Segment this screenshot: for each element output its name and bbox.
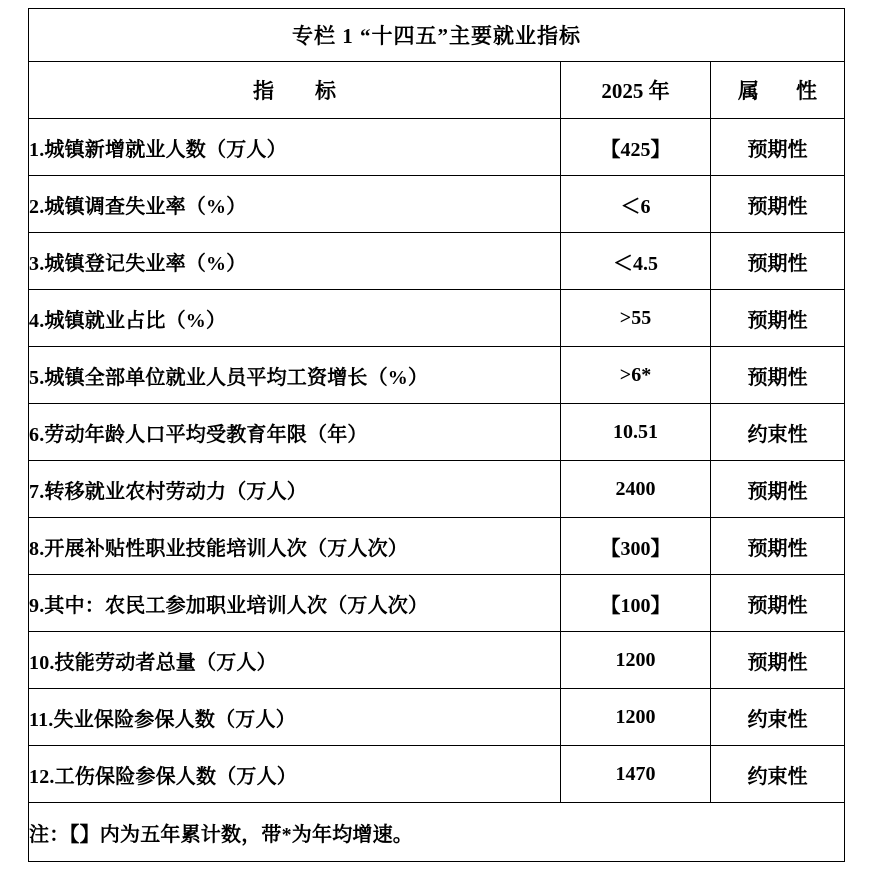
table-row bbox=[29, 632, 845, 689]
indicator-name: 9.其中：农民工参加职业培训人次（万人次） bbox=[29, 575, 561, 632]
indicator-name: 1.城镇新增就业人数（万人） bbox=[29, 119, 561, 176]
indicator-attribute: 预期性 bbox=[711, 461, 845, 518]
indicator-value: 1470 bbox=[561, 746, 711, 803]
indicator-value: ＜6 bbox=[561, 176, 711, 233]
indicator-name: 4.城镇就业占比（%） bbox=[29, 290, 561, 347]
indicator-attribute: 预期性 bbox=[711, 119, 845, 176]
indicator-value: 2400 bbox=[561, 461, 711, 518]
table-row bbox=[29, 746, 845, 803]
table-note: 注：【】内为五年累计数，带*为年均增速。 bbox=[29, 803, 845, 862]
indicator-attribute: 约束性 bbox=[711, 689, 845, 746]
indicator-value: 【300】 bbox=[561, 518, 711, 575]
column-header-indicator: 指 标 bbox=[29, 62, 561, 119]
table-title: 专栏 1 “十四五”主要就业指标 bbox=[29, 9, 845, 62]
indicator-value: 【100】 bbox=[561, 575, 711, 632]
indicator-value: 【425】 bbox=[561, 119, 711, 176]
table-row bbox=[29, 233, 845, 290]
indicator-value: >55 bbox=[561, 290, 711, 347]
table-row bbox=[29, 347, 845, 404]
table-row bbox=[29, 176, 845, 233]
indicator-value: 1200 bbox=[561, 689, 711, 746]
indicator-name: 3.城镇登记失业率（%） bbox=[29, 233, 561, 290]
indicator-name: 8.开展补贴性职业技能培训人次（万人次） bbox=[29, 518, 561, 575]
table-row bbox=[29, 290, 845, 347]
indicator-name: 12.工伤保险参保人数（万人） bbox=[29, 746, 561, 803]
table-note-row bbox=[29, 803, 845, 862]
column-header-attribute: 属 性 bbox=[711, 62, 845, 119]
table-row bbox=[29, 689, 845, 746]
indicator-attribute: 预期性 bbox=[711, 575, 845, 632]
indicator-attribute: 预期性 bbox=[711, 518, 845, 575]
indicator-name: 2.城镇调查失业率（%） bbox=[29, 176, 561, 233]
table-row bbox=[29, 518, 845, 575]
indicator-attribute: 预期性 bbox=[711, 176, 845, 233]
indicator-attribute: 约束性 bbox=[711, 746, 845, 803]
indicator-value: ＜4.5 bbox=[561, 233, 711, 290]
indicator-name: 10.技能劳动者总量（万人） bbox=[29, 632, 561, 689]
table-title-row bbox=[29, 9, 845, 62]
indicator-name: 11.失业保险参保人数（万人） bbox=[29, 689, 561, 746]
table-body bbox=[29, 9, 845, 862]
table-header-row bbox=[29, 62, 845, 119]
indicator-attribute: 约束性 bbox=[711, 404, 845, 461]
indicator-value: 10.51 bbox=[561, 404, 711, 461]
table-row bbox=[29, 404, 845, 461]
table-row bbox=[29, 461, 845, 518]
indicator-attribute: 预期性 bbox=[711, 290, 845, 347]
employment-indicator-table bbox=[28, 8, 845, 862]
indicator-name: 7.转移就业农村劳动力（万人） bbox=[29, 461, 561, 518]
indicator-value: >6* bbox=[561, 347, 711, 404]
indicator-attribute: 预期性 bbox=[711, 233, 845, 290]
indicator-name: 5.城镇全部单位就业人员平均工资增长（%） bbox=[29, 347, 561, 404]
indicator-name: 6.劳动年龄人口平均受教育年限（年） bbox=[29, 404, 561, 461]
indicator-value: 1200 bbox=[561, 632, 711, 689]
table-row bbox=[29, 575, 845, 632]
column-header-year: 2025 年 bbox=[561, 62, 711, 119]
indicator-attribute: 预期性 bbox=[711, 347, 845, 404]
table-row bbox=[29, 119, 845, 176]
indicator-attribute: 预期性 bbox=[711, 632, 845, 689]
